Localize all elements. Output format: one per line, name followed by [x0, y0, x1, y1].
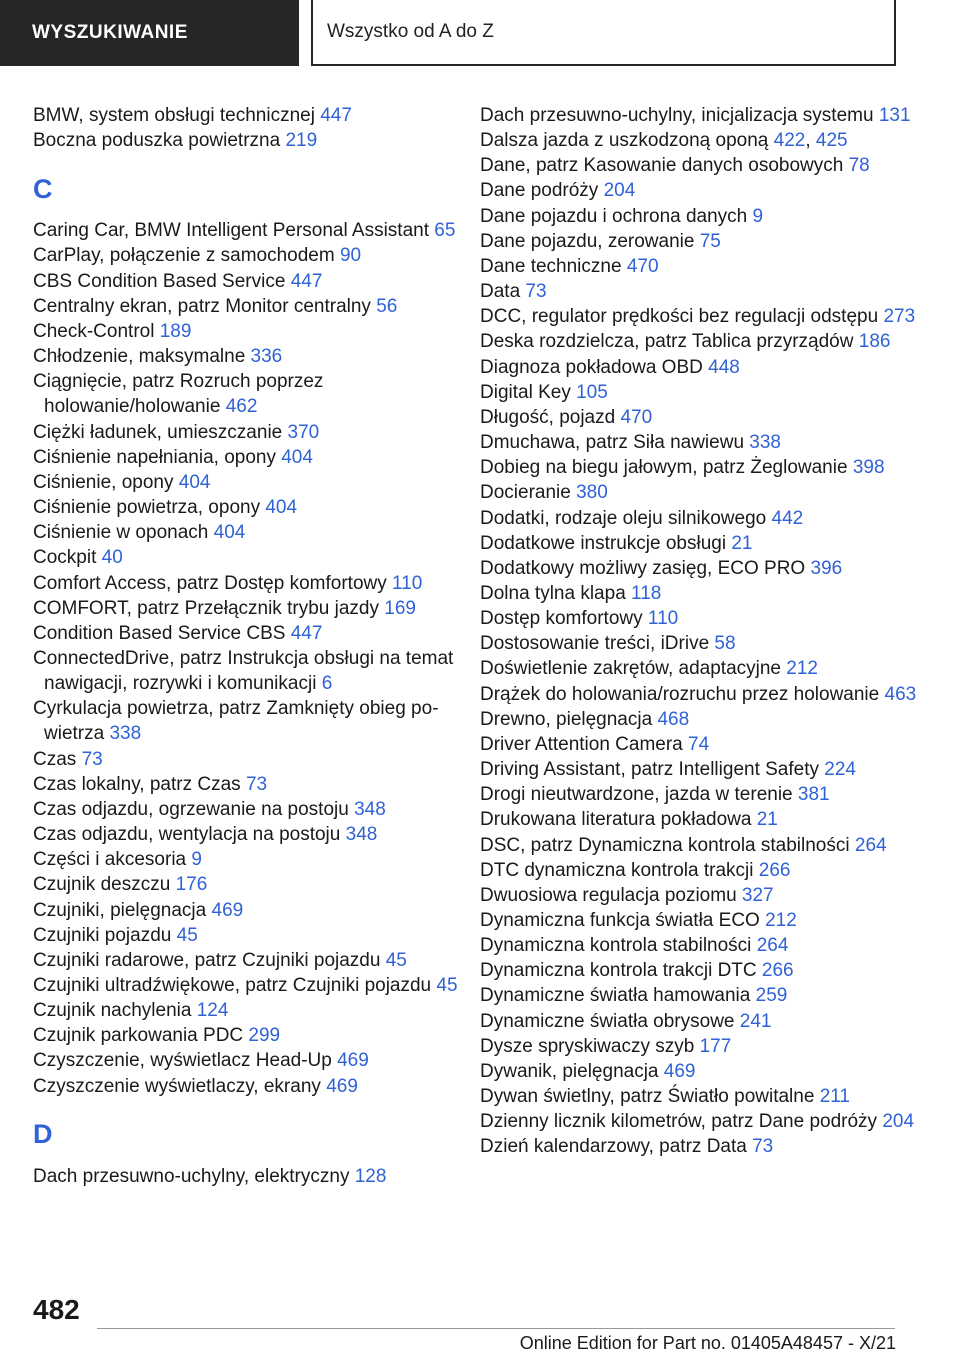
index-term: Czujnik nachylenia: [33, 1000, 197, 1022]
section-letter-d: D: [33, 1118, 53, 1149]
index-term: Dodatki, rodzaje oleju silnikowego: [480, 507, 772, 529]
index-term: Dzienny licznik kilometrów, patrz Dane podróży: [480, 1111, 883, 1133]
index-term: DSC, patrz Dynamiczna kontrola stabilności: [480, 834, 855, 856]
index-entry: [33, 545, 473, 570]
page-link[interactable]: 336: [250, 346, 283, 368]
index-entry: [480, 1084, 920, 1109]
page-link[interactable]: 338: [109, 723, 142, 745]
index-term: DTC dynamiczna kontrola trakcji: [480, 859, 759, 881]
page-link[interactable]: 128: [354, 1165, 387, 1187]
index-term: Chłodzenie, maksymalne: [33, 346, 251, 368]
index-entry: [33, 596, 473, 621]
index-term: Dynamiczna kontrola stabilności: [480, 935, 757, 957]
page-link[interactable]: 45: [385, 949, 407, 971]
index-term: Driving Assistant, patrz Intelligent Safety: [480, 759, 825, 781]
index-entry: [480, 807, 920, 832]
page-link[interactable]: 327: [741, 884, 774, 906]
page-link[interactable]: 380: [576, 482, 608, 504]
page-link[interactable]: 65: [434, 220, 456, 242]
index-term: Czujnik deszczu: [33, 874, 176, 896]
page-link[interactable]: 169: [384, 597, 416, 619]
index-term: Dolna tylna klapa: [480, 582, 632, 604]
index-term: Dane pojazdu i ochrona danych: [480, 205, 753, 227]
page-link[interactable]: 404: [178, 471, 211, 493]
page-link[interactable]: 58: [714, 633, 736, 655]
index-term: Condition Based Service CBS: [33, 622, 291, 644]
index-entry: [480, 304, 920, 329]
index-entry: [480, 329, 920, 354]
index-term: Dodatkowy możliwy zasięg, ECO PRO: [480, 557, 811, 579]
index-term: Czujnik parkowania PDC: [33, 1025, 249, 1047]
page-link[interactable]: 338: [749, 432, 781, 454]
page-link[interactable]: 299: [248, 1025, 281, 1047]
page-link[interactable]: 73: [81, 748, 103, 770]
index-entry: [480, 279, 920, 304]
page-link[interactable]: 177: [699, 1035, 732, 1057]
index-entry: [480, 606, 920, 631]
index-term: Dysze spryskiwaczy szyb: [480, 1035, 700, 1057]
index-term: Dynamiczna funkcja światła ECO: [480, 910, 766, 931]
index-term: Dane, patrz Kasowanie danych osobowych: [480, 155, 849, 177]
page-link[interactable]: 447: [290, 622, 323, 644]
page-link[interactable]: 73: [525, 281, 547, 303]
page-link[interactable]: 9: [752, 205, 764, 227]
page-link[interactable]: 404: [213, 522, 246, 544]
index-term: Czyszczenie wyświetlaczy, ekrany: [33, 1075, 327, 1097]
index-entry: [33, 872, 473, 897]
index-term: Data: [480, 281, 526, 303]
page-link[interactable]: 118: [631, 582, 662, 604]
index-entry: [33, 646, 473, 696]
page-link[interactable]: 189: [159, 320, 192, 342]
index-term: Dach przesuwno-uchylny, inicjalizacja systemu: [480, 105, 879, 126]
page-number: 482: [33, 1294, 80, 1325]
index-term: Dalsza jazda z uszkodzoną oponą: [480, 130, 774, 152]
page-link[interactable]: 110: [392, 572, 423, 594]
page-link[interactable]: 469: [326, 1075, 358, 1097]
index-entry: [33, 1074, 473, 1099]
index-column-left: [33, 103, 473, 1189]
page-link[interactable]: 264: [756, 935, 789, 957]
index-term: Ciśnienie napełniania, opony: [33, 446, 282, 468]
index-entry: [480, 782, 920, 807]
index-entry: [480, 656, 920, 681]
index-term: DCC, regulator prędkości bez regulacji odstępu: [480, 306, 884, 328]
page-link[interactable]: 259: [755, 985, 788, 1007]
index-term: Czas odjazdu, ogrzewanie na postoju: [33, 798, 355, 820]
index-entry: [480, 833, 920, 858]
page-link[interactable]: 404: [281, 446, 313, 468]
page-link[interactable]: 211: [819, 1086, 850, 1108]
index-entry: [480, 958, 920, 983]
page-link[interactable]: 56: [376, 295, 398, 317]
index-term: Dodatkowe instrukcje obsługi: [480, 532, 732, 554]
page-link[interactable]: 241: [739, 1010, 772, 1032]
index-entry: [33, 243, 473, 268]
page-link[interactable]: 422: [773, 130, 806, 152]
page-link[interactable]: 470: [620, 406, 653, 428]
page-link[interactable]: 212: [765, 910, 797, 931]
index-entry: [480, 229, 920, 254]
page-link[interactable]: 348: [354, 798, 386, 820]
index-entry: [480, 455, 920, 480]
index-term: Dobieg na biegu jałowym, patrz Żeglowanie: [480, 457, 853, 479]
footer-edition: Online Edition for Part no. 01405A48457 - X/21: [519, 1333, 896, 1353]
page-link[interactable]: 469: [211, 899, 244, 921]
index-entry: [33, 128, 473, 153]
page-link[interactable]: 348: [345, 824, 378, 846]
index-entry: [480, 380, 920, 405]
index-term: Ciśnienie w oponach: [33, 522, 214, 544]
index-entry: [33, 1164, 473, 1189]
page-link[interactable]: 219: [285, 130, 318, 152]
index-term: Dane techniczne: [480, 255, 627, 277]
index-term: COMFORT, patrz Przełącznik trybu jazdy: [33, 597, 385, 619]
index-entry: [33, 218, 473, 243]
index-term: Dmuchawa, patrz Siła nawiewu: [480, 432, 750, 454]
index-entry: [33, 621, 473, 646]
index-entry: [33, 847, 473, 872]
index-term: Digital Key: [480, 381, 577, 403]
index-term: Czas lokalny, patrz Czas: [33, 773, 246, 795]
page-separator: ,: [805, 130, 816, 152]
index-entry: [480, 883, 920, 908]
index-entry: [33, 1023, 473, 1048]
index-entry: [480, 707, 920, 732]
page-link[interactable]: 73: [245, 773, 268, 795]
index-term: Czujniki pojazdu: [33, 924, 177, 946]
index-term: Dywan świetlny, patrz Światło powitalne: [480, 1086, 820, 1108]
page-link[interactable]: 468: [657, 708, 690, 730]
index-entry: [33, 103, 473, 128]
index-term: Czujniki ultradźwiękowe, patrz Czujniki pojazdu: [33, 975, 437, 996]
page-link[interactable]: 45: [176, 924, 198, 946]
index-term: Czujniki radarowe, patrz Czujniki pojazdu: [33, 949, 386, 971]
index-entry: [480, 682, 920, 707]
index-entry: [480, 1034, 920, 1059]
index-entry: [33, 319, 473, 344]
page-link[interactable]: 21: [756, 809, 778, 831]
page-link[interactable]: 9: [191, 849, 202, 871]
page-link[interactable]: 442: [771, 507, 804, 529]
index-entry: [480, 430, 920, 455]
page-link[interactable]: 462: [225, 396, 258, 418]
index-entry: [480, 178, 920, 203]
index-entry: [480, 933, 920, 958]
index-entry: [33, 420, 473, 445]
index-entry: [33, 495, 473, 520]
index-term: Ciśnienie, opony: [33, 471, 179, 493]
index-entry: [480, 405, 920, 430]
page-link[interactable]: 45: [436, 975, 458, 996]
index-term: Ciężki ładunek, umieszczanie: [33, 421, 288, 443]
index-entry: [33, 269, 473, 294]
index-term: Driver Attention Camera: [480, 733, 689, 755]
page-link[interactable]: 110: [647, 608, 679, 630]
index-entry: [480, 204, 920, 229]
index-term: CBS Condition Based Service: [33, 270, 291, 292]
page-link[interactable]: 124: [196, 1000, 229, 1022]
index-term: Ciśnienie powietrza, opony: [33, 497, 266, 519]
page-link[interactable]: 266: [761, 960, 794, 982]
index-term: Centralny ekran, patrz Monitor centralny: [33, 295, 377, 317]
index-term: Dynamiczne światła hamowania: [480, 985, 756, 1007]
tab-a-to-z[interactable]: Wszystko od A do Z: [311, 0, 896, 66]
index-term: Deska rozdzielcza, patrz Tablica przyrządów: [480, 331, 859, 353]
index-entry: [480, 908, 920, 933]
page-link[interactable]: 425: [815, 130, 848, 152]
page-link[interactable]: 463: [884, 683, 917, 705]
index-entry: [33, 797, 473, 822]
page-link[interactable]: 447: [320, 105, 352, 126]
index-term: Cyrkulacja powietrza, patrz Zamknięty obieg powietrza: [33, 698, 439, 745]
index-term: CarPlay, połączenie z samochodem: [33, 245, 340, 267]
page-link[interactable]: 396: [810, 557, 843, 579]
index-term: Diagnoza pokładowa OBD: [480, 356, 709, 378]
index-term: Doświetlenie zakrętów, adaptacyjne: [480, 658, 787, 680]
index-term: Dynamiczne światła obrysowe: [480, 1010, 740, 1032]
index-entry: [33, 948, 473, 973]
page-link[interactable]: 186: [858, 331, 891, 353]
index-entry: [480, 732, 920, 757]
tab-search[interactable]: WYSZUKIWANIE: [0, 0, 299, 66]
index-term: Długość, pojazd: [480, 406, 621, 428]
index-entry: [480, 355, 920, 380]
index-entry: [480, 103, 920, 128]
index-entry: [33, 822, 473, 847]
index-entry: [33, 369, 473, 419]
index-term: Caring Car, BMW Intelligent Personal Assistant: [33, 220, 435, 242]
index-entry: [33, 772, 473, 797]
page-link[interactable]: 470: [626, 255, 659, 277]
index-term: Drukowana literatura pokładowa: [480, 809, 757, 831]
index-term: Docieranie: [480, 482, 577, 504]
page-link[interactable]: 264: [854, 834, 887, 856]
page-link[interactable]: 105: [576, 381, 608, 403]
page-link[interactable]: 21: [731, 532, 753, 554]
page-link[interactable]: 131: [878, 105, 911, 126]
index-term: Check-Control: [33, 320, 160, 342]
index-term: Drążek do holowania/rozruchu przez holowanie: [480, 683, 885, 705]
page-link[interactable]: 6: [321, 673, 333, 695]
page-link[interactable]: 75: [699, 230, 721, 252]
page-link[interactable]: 176: [175, 874, 208, 896]
index-term: Cockpit: [33, 547, 102, 569]
index-term: Części i akcesoria: [33, 849, 192, 871]
page-link[interactable]: 381: [797, 784, 830, 806]
index-entry: [33, 470, 473, 495]
index-entry: [33, 294, 473, 319]
index-term: Drewno, pielęgnacja: [480, 708, 658, 730]
page-link[interactable]: 404: [265, 497, 298, 519]
index-entry: [33, 747, 473, 772]
index-entry: [480, 153, 920, 178]
index-entry: [33, 998, 473, 1023]
page-link[interactable]: 469: [663, 1060, 696, 1082]
index-entry: [480, 128, 920, 153]
index-entry: [480, 506, 920, 531]
index-entry: [33, 344, 473, 369]
index-term: ConnectedDrive, patrz Instrukcja obsługi na temat nawigacji, rozrywki i komunikacji: [33, 647, 454, 695]
index-term: Dane podróży: [480, 180, 604, 202]
section-letter-c: C: [33, 174, 53, 205]
page-link[interactable]: 204: [882, 1111, 915, 1133]
index-entry: [480, 581, 920, 606]
index-entry: [480, 858, 920, 883]
index-term: Boczna poduszka powietrzna: [33, 130, 286, 152]
index-term: Dostosowanie treści, iDrive: [480, 633, 715, 655]
page-link[interactable]: 448: [708, 356, 740, 378]
footer-divider: [97, 1328, 895, 1329]
index-term: Czyszczenie, wyświetlacz Head-Up: [33, 1050, 338, 1072]
index-term: Dostęp komfortowy: [480, 608, 648, 630]
header-tabs: [0, 0, 960, 66]
index-term: Dane pojazdu, zerowanie: [480, 230, 700, 252]
page-link[interactable]: 212: [786, 658, 818, 680]
page-link[interactable]: 78: [848, 155, 870, 177]
page-link[interactable]: 469: [337, 1050, 369, 1072]
index-entry: [480, 631, 920, 656]
index-entry: [33, 923, 473, 948]
index-term: Dywanik, pielęgnacja: [480, 1060, 664, 1082]
page-link[interactable]: 266: [758, 859, 791, 881]
index-entry: [33, 973, 473, 998]
index-entry: [33, 1048, 473, 1073]
page-link[interactable]: 90: [339, 245, 362, 267]
index-entry: [33, 898, 473, 923]
index-entry: [33, 445, 473, 470]
index-term: BMW, system obsługi technicznej: [33, 105, 321, 126]
index-entry: [480, 1134, 920, 1159]
index-entry: [480, 556, 920, 581]
index-term: Czas odjazdu, wentylacja na postoju: [33, 824, 346, 846]
page-link[interactable]: 224: [824, 759, 856, 781]
index-entry: [480, 1009, 920, 1034]
index-column-right: [480, 103, 920, 1160]
index-entry: [480, 1109, 920, 1134]
page-link[interactable]: 273: [883, 306, 916, 328]
page-link[interactable]: 73: [752, 1136, 774, 1158]
index-term: Drogi nieutwardzone, jazda w terenie: [480, 784, 798, 806]
page-link[interactable]: 40: [101, 547, 123, 569]
index-entry: [33, 571, 473, 596]
index-entry: [480, 1059, 920, 1084]
index-entry: [480, 983, 920, 1008]
index-entry: [33, 696, 473, 746]
index-term: Dynamiczna kontrola trakcji DTC: [480, 960, 762, 982]
index-entry: [480, 531, 920, 556]
index-term: Dach przesuwno-uchylny, elektryczny: [33, 1165, 355, 1187]
page-link[interactable]: 74: [688, 733, 710, 755]
index-entry: [480, 480, 920, 505]
index-term: Comfort Access, patrz Dostęp komfortowy: [33, 572, 393, 594]
index-term: Dzień kalendarzowy, patrz Data: [480, 1136, 753, 1158]
page-link[interactable]: 398: [852, 457, 885, 479]
index-entry: [480, 254, 920, 279]
index-term: Czas: [33, 748, 82, 770]
page-link[interactable]: 447: [290, 270, 323, 292]
index-entry: [33, 520, 473, 545]
index-term: Ciągnięcie, patrz Rozruch poprzez holowanie/holowanie: [33, 371, 324, 418]
index-term: Dwuosiowa regulacja poziomu: [480, 884, 742, 906]
page-link[interactable]: 370: [287, 421, 320, 443]
index-entry: [480, 757, 920, 782]
page-link[interactable]: 204: [603, 180, 636, 202]
index-term: Czujniki, pielęgnacja: [33, 899, 212, 921]
